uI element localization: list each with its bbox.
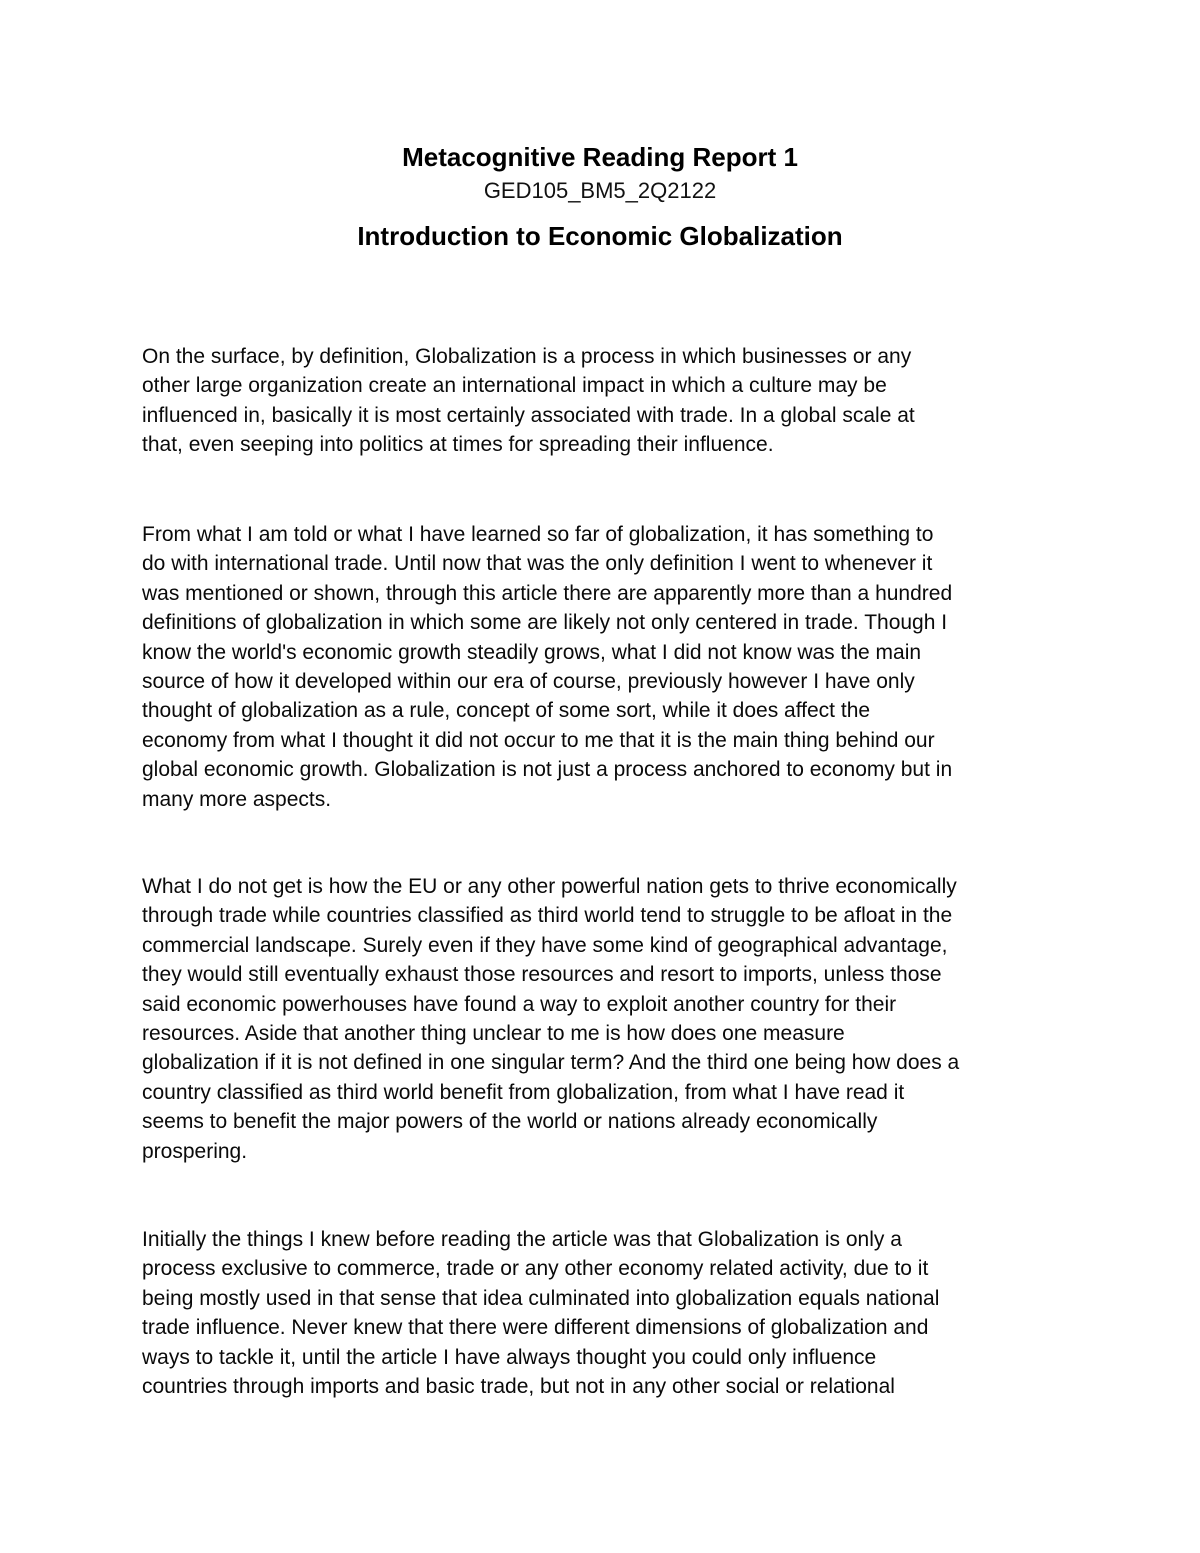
paragraph-line: source of how it developed within our era of course, previously however I have only <box>142 670 915 694</box>
paragraph-line: do with international trade. Until now that was the only definition I went to whenever it <box>142 552 933 576</box>
paragraph-line: countries through imports and basic trade, but not in any other social or relational <box>142 1375 895 1399</box>
paragraph-3 <box>142 872 1067 1166</box>
report-title: Metacognitive Reading Report 1 <box>402 142 798 172</box>
paragraph-line: said economic powerhouses have found a way to exploit another country for their <box>142 992 897 1016</box>
paragraph-line: they would still eventually exhaust those resources and resort to imports, unless those <box>142 963 942 987</box>
paragraph-line: What I do not get is how the EU or any other powerful nation gets to thrive economically <box>142 875 957 898</box>
paragraph-line: process exclusive to commerce, trade or any other economy related activity, due to it <box>142 1257 929 1281</box>
paragraph-line: Initially the things I knew before reading the article was that Globalization is only a <box>142 1228 902 1251</box>
paragraph-line: globalization if it is not defined in one singular term? And the third one being how does a <box>142 1051 960 1075</box>
paragraph-line: global economic growth. Globalization is not just a process anchored to economy but in <box>142 758 953 782</box>
paragraph-line: know the world's economic growth steadily grows, what I did not know was the main <box>142 640 922 664</box>
topic-heading: Introduction to Economic Globalization <box>357 221 843 251</box>
paragraph-4 <box>142 1225 1067 1401</box>
paragraph-line: thought of globalization as a rule, concept of some sort, while it does affect the <box>142 699 871 723</box>
paragraph-line: economy from what I thought it did not occur to me that it is the main thing behind our <box>142 728 935 752</box>
paragraph-line: through trade while countries classified as third world tend to struggle to be afloat in the <box>142 904 953 928</box>
paragraph-line: From what I am told or what I have learned so far of globalization, it has something to <box>142 523 934 546</box>
paragraph-2 <box>142 520 1067 814</box>
paragraph-1 <box>142 342 1067 460</box>
paragraph-line: seems to benefit the major powers of the world or nations already economically <box>142 1110 878 1134</box>
paragraph-line: that, even seeping into politics at times for spreading their influence. <box>142 433 774 457</box>
paragraph-line: prospering. <box>142 1139 248 1163</box>
paragraph-line: many more aspects. <box>142 787 332 811</box>
paragraph-line: resources. Aside that another thing unclear to me is how does one measure <box>142 1022 845 1046</box>
paragraph-line: being mostly used in that sense that idea culminated into globalization equals national <box>142 1286 940 1310</box>
paragraph-line: trade influence. Never knew that there were different dimensions of globalization and <box>142 1316 929 1340</box>
paragraph-line: country classified as third world benefit from globalization, from what I have read it <box>142 1080 905 1104</box>
paragraph-line: definitions of globalization in which some are likely not only centered in trade. Though I <box>142 611 948 635</box>
course-code: GED105_BM5_2Q2122 <box>483 178 717 203</box>
paragraph-line: ways to tackle it, until the article I have always thought you could only influence <box>142 1345 877 1369</box>
paragraph-line: commercial landscape. Surely even if they have some kind of geographical advantage, <box>142 933 948 957</box>
paragraph-line: influenced in, basically it is most certainly associated with trade. In a global scale at <box>142 403 915 427</box>
paragraph-line: On the surface, by definition, Globalization is a process in which businesses or any <box>142 345 912 368</box>
paragraph-line: was mentioned or shown, through this article there are apparently more than a hundred <box>142 581 953 605</box>
paragraph-line: other large organization create an international impact in which a culture may be <box>142 374 887 398</box>
